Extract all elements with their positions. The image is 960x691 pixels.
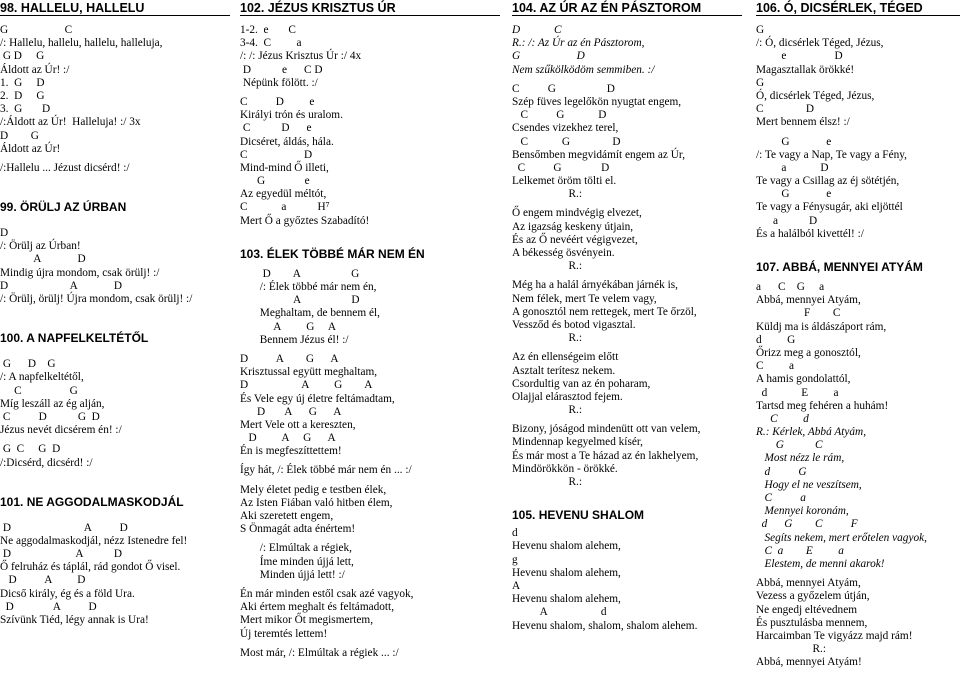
lyric-line: Én is megfeszíttettem!: [240, 445, 342, 458]
lyric-line: /: Elmúltak a régiek,: [240, 542, 352, 555]
lyric-line: Áldott az Úr! :/: [0, 63, 70, 76]
lyric-line: Így hát, /: Élek többé már nem én ... :/: [240, 464, 412, 477]
song-title-105: 105. HEVENU SHALOM: [512, 508, 645, 523]
lyric-line: /: Ó, dicsérlek Téged, Jézus,: [756, 37, 884, 50]
lyric-line: D A G A: [240, 379, 373, 392]
lyric-line: Hevenu shalom alehem,: [512, 593, 621, 606]
lyric-line: D A D: [0, 600, 97, 613]
lyric-line: Nem félek, mert Te velem vagy,: [512, 292, 657, 305]
song-98-lyrics: [0, 24, 230, 175]
lyric-line: D e C D: [240, 63, 323, 76]
lyric-line: G: [756, 76, 765, 89]
lyric-line: Mert mikor Őt megismertem,: [240, 614, 374, 627]
lyric-line: D A G A: [240, 352, 339, 365]
lyric-line: C D e: [240, 122, 312, 135]
lyric-line: G e: [756, 135, 832, 148]
lyric-line: Mindennap kegyelmed kísér,: [512, 436, 643, 449]
lyric-line: G: [756, 24, 765, 36]
lyric-line: Most már, /: Elmúltak a régiek ... :/: [240, 646, 399, 659]
lyric-line: Ő felruház és táplál, rád gondot Ő visel.: [0, 561, 181, 574]
song-title-107: 107. ABBÁ, MENNYEI ATYÁM: [756, 260, 923, 274]
lyric-line: A d: [512, 606, 607, 619]
lyric-line: Vessződ és botod vigasztal.: [512, 318, 636, 331]
lyric-line: Olajjal elárasztod fejem.: [512, 390, 623, 403]
lyric-line: Mert Vele ott a kereszten,: [240, 418, 356, 431]
lyric-line: 2. D G: [0, 89, 45, 102]
lyric-line: Szép füves legelőkön nyugtat engem,: [512, 95, 682, 108]
lyric-line: A G A: [240, 320, 337, 333]
lyric-line: C a H⁷: [240, 201, 330, 214]
lyric-line: Még ha a halál árnyékában járnék is,: [512, 279, 678, 292]
lyric-line: a C G a: [756, 281, 825, 293]
lyric-line: Minden újjá lett! :/: [240, 568, 345, 581]
lyric-line: C G: [0, 384, 78, 397]
lyric-line: A gonosztól nem rettegek, mert Te őrzöl,: [512, 305, 697, 318]
lyric-line: Mindig újra mondom, csak örülj! :/: [0, 266, 160, 279]
lyric-line: d G: [756, 333, 796, 346]
lyric-line: A hamis gondolattól,: [756, 373, 851, 386]
lyric-line: D A G A: [240, 405, 342, 418]
lyric-line: D A G A: [240, 432, 336, 445]
lyric-line: C d: [756, 412, 809, 425]
column-2: [240, 0, 500, 660]
lyric-line: D: [0, 227, 9, 240]
lyric-line: C D: [240, 148, 313, 161]
lyric-line: /:Hallelu ... Jézust dicsérd! :/: [0, 161, 130, 174]
lyric-line: Vezess a győzelem útján,: [756, 590, 870, 603]
song-title-98: 98. HALLELU, HALLELU: [0, 0, 230, 16]
lyric-line: e D: [756, 50, 843, 63]
lyric-line: C G D: [512, 161, 610, 174]
lyric-line: Tartsd meg fehéren a huhám!: [756, 399, 889, 412]
lyric-line: Mely életet pedig e testben élek,: [240, 483, 387, 496]
lyric-line: Te vagy a Csillag az éj sötétjén,: [756, 175, 900, 188]
lyric-line: Csendes vizekhez terel,: [512, 122, 619, 135]
song-107-lyrics-2: [756, 571, 960, 669]
lyric-line: Míg leszáll az ég alján,: [0, 397, 105, 410]
lyric-line: R.: Kérlek, Abbá Atyám,: [756, 426, 867, 439]
lyric-line: G e: [240, 175, 310, 188]
column-1: [0, 0, 230, 627]
lyric-line: R.:: [756, 643, 826, 656]
lyric-line: Az egyedül méltót,: [240, 188, 327, 201]
lyric-line: Királyi trón és uralom.: [240, 109, 343, 122]
lyric-line: D A D: [0, 548, 123, 561]
lyric-line: G e: [756, 188, 832, 201]
song-title-104: 104. AZ ÚR AZ ÉN PÁSZTOROM: [512, 0, 742, 16]
song-102-lyrics: [240, 24, 500, 228]
lyric-line: Új teremtés lettem!: [240, 627, 328, 640]
lyric-line: És a halálból kivettél! :/: [756, 227, 864, 240]
lyric-line: R.:: [512, 188, 582, 201]
song-105-lyrics: [512, 527, 742, 633]
lyric-line: C D e: [240, 95, 315, 108]
column-3: [512, 0, 742, 633]
lyric-line: És az Ő nevéért végigvezet,: [512, 233, 638, 246]
lyric-line: /: Élek többé már nem én,: [240, 281, 377, 293]
lyric-line: Krisztussal együtt meghaltam,: [240, 366, 378, 379]
lyric-line: Én már minden estől csak azé vagyok,: [240, 587, 414, 600]
song-101-lyrics: [0, 522, 230, 628]
lyric-line: d G: [756, 465, 807, 478]
lyric-line: R.:: [512, 260, 582, 273]
lyric-line: C a: [756, 360, 794, 373]
lyric-line: Aki értem meghalt és feltámadott,: [240, 601, 395, 614]
lyric-line: G C: [756, 439, 823, 452]
lyric-line: Magasztallak örökké!: [756, 63, 855, 76]
lyric-line: Mind-mind Ő illeti,: [240, 161, 329, 174]
lyric-line: És Vele egy új életre feltámadtam,: [240, 392, 395, 405]
lyric-line: A békesség ösvényein.: [512, 247, 615, 259]
song-title-100: 100. A NAPFELKELTÉTŐL: [0, 331, 149, 346]
song-107-lyrics: [756, 281, 960, 413]
lyric-line: S Önmagát adta énértem!: [240, 523, 356, 536]
lyric-line: A D: [240, 294, 360, 307]
lyric-line: R.:: [512, 404, 582, 417]
lyric-line: 3. G D: [0, 103, 51, 116]
lyric-line: Abbá, mennyei Atyám!: [756, 656, 862, 669]
lyric-line: 3-4. C a: [240, 37, 302, 50]
lyric-line: G D G: [0, 50, 45, 63]
lyric-line: /: A napfelkeltétől,: [0, 371, 84, 384]
lyric-line: a D: [756, 161, 829, 174]
lyric-line: d: [512, 527, 518, 540]
lyric-line: D A D: [0, 574, 86, 587]
lyric-line: R.:: [512, 476, 582, 488]
lyric-line: És már most a Te házad az én lakhelyem,: [512, 449, 699, 462]
lyric-line: /:Dicsérd, dicsérd! :/: [0, 456, 93, 469]
lyric-line: 1-2. e C: [240, 24, 296, 36]
lyric-line: Mindörökkön - örökké.: [512, 462, 618, 475]
lyric-line: C G D: [512, 135, 621, 148]
lyric-line: Meghaltam, de bennem él,: [240, 307, 380, 320]
lyric-line: Küldj ma is áldászáport rám,: [756, 320, 887, 333]
lyric-line: Dicséret, áldás, hála.: [240, 135, 334, 148]
lyric-line: Ne aggodalmaskodjál, nézz Istenedre fel!: [0, 534, 188, 547]
song-103-lyrics: [240, 268, 500, 660]
lyric-line: Lelkemet öröm tölti el.: [512, 175, 617, 188]
lyric-line: Bensőmben megvidámít engem az Úr,: [512, 148, 686, 161]
lyric-line: C D: [756, 103, 815, 116]
lyric-line: /: Te vagy a Nap, Te vagy a Fény,: [756, 148, 907, 161]
lyric-line: Hevenu shalom alehem,: [512, 566, 621, 579]
lyric-line: Abbá, mennyei Atyám,: [756, 294, 861, 307]
lyric-line: Bizony, jóságod mindenütt ott van velem,: [512, 423, 701, 436]
lyric-line: Mennyei koronám,: [756, 505, 849, 518]
lyric-line: C a: [756, 492, 806, 504]
lyric-line: /: Hallelu, hallelu, hallelu, halleluja,: [0, 37, 163, 50]
lyric-line: Asztalt terítesz nekem.: [512, 364, 616, 377]
lyric-line: Csordultig van az én poharam,: [512, 377, 651, 390]
lyric-line: /: Örülj, örülj! Újra mondom, csak örülj! :/: [0, 293, 193, 305]
lyric-line: d G C F: [756, 518, 858, 531]
song-100-lyrics: [0, 358, 230, 470]
lyric-line: R.: /: Az Úr az én Pásztorom,: [512, 37, 645, 50]
lyric-line: Őrizz meg a gonosztól,: [756, 346, 861, 359]
song-104-refrain: [512, 24, 742, 77]
song-106-lyrics: [756, 24, 960, 241]
lyric-line: Mert Ő a győztes Szabadító!: [240, 214, 370, 227]
lyric-line: d E a: [756, 386, 839, 399]
lyric-line: 1. G D: [0, 76, 45, 89]
lyric-line: G D: [512, 50, 585, 63]
lyric-line: R.:: [512, 332, 582, 345]
song-title-103: 103. ÉLEK TÖBBÉ MÁR NEM ÉN: [240, 246, 425, 261]
song-99-lyrics: [0, 227, 230, 306]
lyric-line: Harcaimban Te vigyázz majd rám!: [756, 629, 913, 642]
lyric-line: Áldott az Úr!: [0, 142, 61, 155]
song-107-refrain: [756, 413, 960, 571]
lyric-line: Mert bennem élsz! :/: [756, 116, 850, 129]
song-title-99: 99. ÖRÜLJ AZ ÚRBAN: [0, 200, 127, 215]
lyric-line: /:Áldott az Úr! Halleluja! :/ 3x: [0, 116, 141, 129]
lyric-line: Ő engem mindvégig elvezet,: [512, 207, 642, 220]
lyric-line: Szívünk Tiéd, légy annak is Ura!: [0, 614, 149, 626]
lyric-line: Dicső király, ég és a föld Ura.: [0, 587, 135, 600]
lyric-line: Te vagy a Fénysugár, aki eljöttél: [756, 201, 903, 214]
lyric-line: D A G: [240, 267, 360, 280]
lyric-line: g: [512, 553, 518, 566]
lyric-line: /: Örülj az Úrban!: [0, 240, 81, 253]
column-4: [756, 0, 960, 669]
lyric-line: Íme minden újjá lett,: [240, 555, 354, 568]
lyric-line: G D G: [0, 358, 56, 371]
lyric-line: Hogy el ne veszítsem,: [756, 478, 862, 491]
lyric-line: Az Isten Fiában való hitben élem,: [240, 496, 393, 509]
lyric-line: Hevenu shalom alehem,: [512, 540, 621, 553]
lyric-line: Az igazság keskeny útjain,: [512, 220, 634, 233]
lyric-line: C G D: [512, 82, 615, 95]
lyric-line: C G D: [512, 109, 607, 122]
lyric-line: /: /: Jézus Krisztus Úr :/ 4x: [240, 50, 362, 63]
lyric-line: Ne engedj eltévednem: [756, 603, 857, 616]
lyric-line: És pusztulásba mennem,: [756, 616, 868, 629]
lyric-line: A D: [0, 253, 86, 266]
lyric-line: D A D: [0, 521, 128, 534]
lyric-line: D C: [512, 24, 562, 36]
lyric-line: a D: [756, 214, 818, 227]
lyric-line: C a E a: [756, 544, 844, 557]
lyric-line: Most nézz le rám,: [756, 452, 845, 465]
lyric-line: Bennem Jézus él! :/: [240, 333, 349, 346]
lyric-line: Nem szűkölködöm semmiben. :/: [512, 63, 655, 76]
song-title-102: 102. JÉZUS KRISZTUS ÚR: [240, 0, 500, 16]
song-title-106: 106. Ó, DICSÉRLEK, TÉGED: [756, 0, 960, 16]
lyric-line: Hevenu shalom, shalom, shalom alehem.: [512, 619, 698, 632]
song-title-101: 101. NE AGGODALMASKODJÁL: [0, 494, 184, 509]
lyric-line: Az én ellenségeim előtt: [512, 351, 619, 364]
lyric-line: D A D: [0, 279, 123, 292]
lyric-line: Segíts nekem, mert erőtelen vagyok,: [756, 531, 927, 544]
lyric-line: D G: [0, 129, 39, 142]
lyric-line: Aki szeretett engem,: [240, 510, 334, 522]
lyric-line: C D G D: [0, 410, 100, 423]
lyric-line: F C: [756, 307, 841, 320]
lyric-line: Jézus nevét dicsérem én! :/: [0, 424, 122, 437]
song-104-lyrics: [512, 83, 742, 489]
lyric-line: Elestem, de menni akarok!: [756, 557, 885, 570]
lyric-line: A: [512, 579, 521, 592]
lyric-line: Ó, dicsérlek Téged, Jézus,: [756, 89, 875, 102]
lyric-line: G C G D: [0, 443, 61, 456]
lyric-line: G C: [0, 24, 73, 36]
lyric-line: Abbá, mennyei Atyám,: [756, 577, 861, 590]
lyric-line: Népünk fölött. :/: [240, 76, 318, 89]
